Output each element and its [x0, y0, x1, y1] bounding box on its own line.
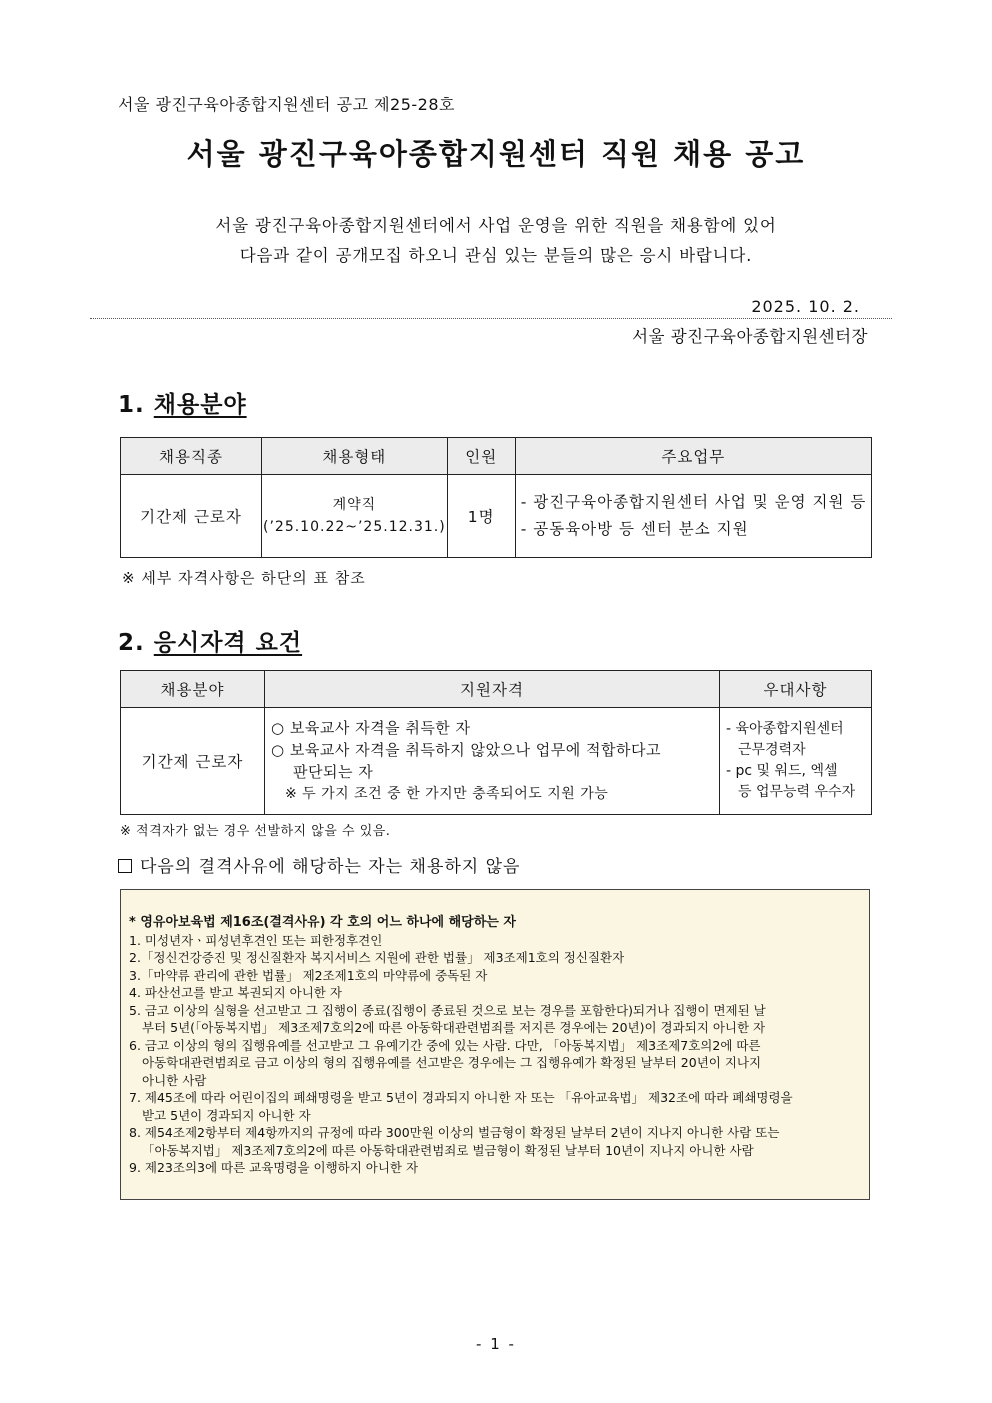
intro-line-1: 서울 광진구육아종합지원센터에서 사업 운영을 위한 직원을 채용함에 있어 [215, 216, 777, 235]
qualification-item: ○ 보육교사 자격을 취득한 자 [271, 719, 471, 737]
table-header-row [121, 438, 872, 475]
cell-job: 기간제 근로자 [121, 475, 262, 558]
header-type: 채용형태 [262, 438, 448, 475]
list-item: 1. 미성년자ㆍ피성년후견인 또는 피한정후견인 [129, 932, 383, 948]
page-number: - 1 - [476, 1335, 516, 1353]
preference-item: - pc 및 워드, 엑셀 [726, 763, 838, 779]
preference-item-cont: 등 업무능력 우수자 [738, 784, 856, 800]
qualification-table [120, 670, 872, 815]
cell-count: 1명 [447, 475, 515, 558]
list-item: 3.「마약류 관리에 관한 법률」 제2조제1호의 마약류에 중독된 자 [129, 967, 488, 983]
list-item: 6. 금고 이상의 형의 집행유예를 선고받고 그 유예기간 중에 있는 사람. 다만, 「아동복지법」 제3조제7호의2에 따른 [129, 1037, 761, 1053]
section-2-note: ※ 적격자가 없는 경우 선발하지 않을 수 있음. [120, 824, 391, 839]
table-row [121, 475, 872, 558]
header-preference: 우대사항 [720, 671, 872, 708]
table-row [121, 708, 872, 815]
qualification-item-cont: 판단되는 자 [293, 763, 374, 781]
list-item: 2.「정신건강증진 및 정신질환자 복지서비스 지원에 관한 법률」 제3조제1호의 정신질환자 [129, 950, 625, 965]
recruitment-field-table [120, 437, 872, 558]
section-2-title: 응시자격 요건 [153, 630, 303, 656]
section-2-number: 2. [118, 630, 145, 656]
disqualification-box-heading: * 영유아보육법 제16조(결격사유) 각 호의 어느 하나에 해당하는 자 [129, 915, 516, 930]
list-item: 9. 제23조의3에 따른 교육명령을 이행하지 아니한 자 [129, 1160, 419, 1175]
disqualification-heading [118, 852, 520, 877]
header-count: 인원 [447, 438, 515, 475]
header-duties: 주요업무 [515, 438, 871, 475]
issuer: 서울 광진구육아종합지원센터장 [632, 327, 868, 346]
page-title: 서울 광진구육아종합지원센터 직원 채용 공고 [186, 137, 806, 171]
disqualification-box [120, 889, 870, 1200]
qualification-item: ○ 보육교사 자격을 취득하지 않았으나 업무에 적합하다고 [271, 741, 661, 759]
section-1-note: ※ 세부 자격사항은 하단의 표 참조 [122, 569, 366, 587]
list-item: 7. 제45조에 따라 어린이집의 폐쇄명령을 받고 5년이 경과되지 아니한 자 또는 「유아교육법」 제32조에 따라 폐쇄명령을 [129, 1090, 793, 1105]
qualification-note: ※ 두 가지 조건 중 한 가지만 충족되어도 지원 가능 [285, 786, 609, 802]
list-item: 8. 제54조제2항부터 제4항까지의 규정에 따라 300만원 이상의 벌금형이 확정된 날부터 2년이 지나지 아니한 사람 또는 [129, 1125, 780, 1140]
list-item-cont: 부터 5년(「아동복지법」 제3조제7호의2에 따른 아동학대관련범죄를 저지른 경우에는 20년)이 경과되지 아니한 자 [142, 1020, 766, 1035]
cell-qualification [265, 708, 720, 815]
list-item-cont: 아니한 사람 [142, 1072, 207, 1088]
list-item-cont: 「아동복지법」 제3조제7호의2에 따른 아동학대관련범죄로 벌금형이 확정된 날부터 10년이 지나지 아니한 사람 [142, 1142, 754, 1158]
preference-item-cont: 근무경력자 [738, 742, 806, 758]
notice-date: 2025. 10. 2. [751, 297, 860, 316]
section-1-number: 1. [118, 392, 145, 418]
notice-number: 서울 광진구육아종합지원센터 공고 제25-28호 [118, 95, 456, 114]
dotted-divider [90, 318, 892, 319]
duty-item: - 광진구육아종합지원센터 사업 및 운영 지원 등 [520, 493, 867, 511]
list-item: 4. 파산선고를 받고 복권되지 아니한 자 [129, 985, 342, 1000]
intro-text [0, 211, 992, 271]
section-1-heading [118, 386, 247, 419]
duty-item: - 공동육아방 등 센터 분소 지원 [520, 520, 749, 538]
section-2-heading [118, 624, 302, 657]
header-field: 채용분야 [121, 671, 265, 708]
section-1-title: 채용분야 [153, 392, 247, 418]
preference-item: - 육아종합지원센터 [726, 721, 844, 737]
employment-type: 계약직 [332, 497, 377, 513]
table-header-row [121, 671, 872, 708]
intro-line-2: 다음과 같이 공개모집 하오니 관심 있는 분들의 많은 응시 바랍니다. [239, 246, 753, 265]
cell-field: 기간제 근로자 [121, 708, 265, 815]
cell-duties [515, 475, 871, 558]
cell-type [262, 475, 448, 558]
cell-preference [720, 708, 872, 815]
list-item-cont: 아동학대관련범죄로 금고 이상의 형의 집행유예를 선고받은 경우에는 그 집행유예가 확정된 날부터 20년이 지나지 [142, 1055, 762, 1070]
list-item-cont: 받고 5년이 경과되지 아니한 자 [142, 1107, 311, 1123]
list-item: 5. 금고 이상의 실형을 선고받고 그 집행이 종료(집행이 종료된 것으로 보는 경우를 포함한다)되거나 집행이 면제된 날 [129, 1002, 766, 1018]
checkbox-icon [118, 859, 132, 873]
header-qualification: 지원자격 [265, 671, 720, 708]
header-job: 채용직종 [121, 438, 262, 475]
employment-period: (’25.10.22~’25.12.31.) [263, 519, 446, 535]
disqualification-heading-text: 다음의 결격사유에 해당하는 자는 채용하지 않음 [140, 857, 521, 877]
